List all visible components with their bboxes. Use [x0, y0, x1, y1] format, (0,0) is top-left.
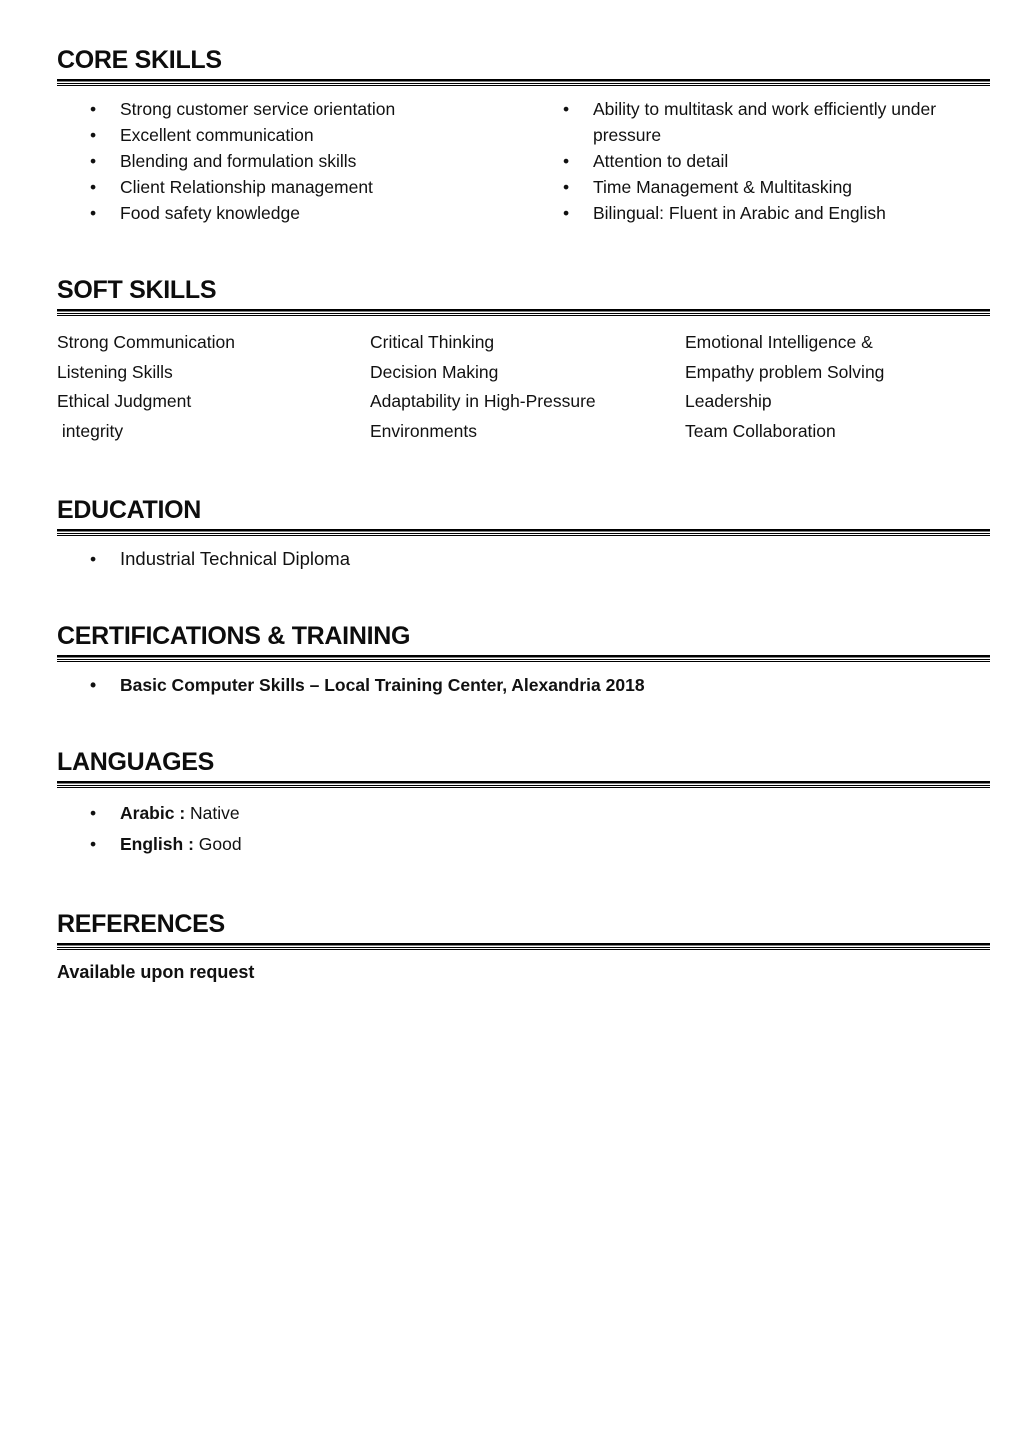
- list-item: [57, 798, 990, 829]
- section-certifications: [57, 622, 990, 698]
- soft-skill-line: Strong Communication: [57, 332, 235, 352]
- soft-skill-line: Emotional Intelligence &: [685, 332, 873, 352]
- section-languages: [57, 748, 990, 860]
- section-heading-core-skills: CORE SKILLS: [57, 46, 222, 74]
- list-item-text: Bilingual: Fluent in Arabic and English: [593, 203, 886, 223]
- list-item: [530, 174, 990, 200]
- languages-list: [57, 798, 990, 860]
- section-heading-soft-skills: SOFT SKILLS: [57, 276, 217, 304]
- heading-rule: [57, 309, 990, 316]
- core-skills-right-list: [530, 96, 990, 226]
- language-level: Good: [198, 834, 242, 854]
- bullet-icon: •: [563, 177, 570, 197]
- list-item: [57, 148, 530, 174]
- bullet-icon: •: [563, 151, 570, 171]
- language-level: Native: [190, 803, 240, 823]
- list-item: [57, 174, 530, 200]
- bullet-icon: •: [90, 177, 97, 197]
- list-item: [530, 148, 990, 174]
- list-item: [57, 122, 530, 148]
- list-item-text: Ability to multitask and work efficiently under pressure: [593, 99, 941, 145]
- heading-rule: [57, 529, 990, 536]
- language-name: Arabic: [120, 803, 175, 823]
- list-item-text: Excellent communication: [120, 125, 314, 145]
- soft-skill-line: integrity: [57, 420, 124, 441]
- list-item: [57, 96, 530, 122]
- list-item-text: Food safety knowledge: [120, 203, 300, 223]
- section-heading-languages: LANGUAGES: [57, 748, 215, 776]
- soft-skills-columns: [57, 328, 990, 446]
- bullet-icon: •: [90, 203, 97, 223]
- list-item: [530, 200, 990, 226]
- section-heading-education: EDUCATION: [57, 496, 202, 524]
- bullet-icon: •: [90, 125, 97, 145]
- soft-skills-column: [57, 328, 370, 446]
- list-item: [57, 829, 990, 860]
- bullet-icon: •: [563, 203, 570, 223]
- heading-rule: [57, 79, 990, 86]
- list-item-text: Blending and formulation skills: [120, 151, 357, 171]
- list-item: [57, 200, 530, 226]
- list-item: [57, 672, 990, 698]
- soft-skill-line: Adaptability in High-Pressure: [370, 391, 596, 411]
- section-soft-skills: [57, 276, 990, 446]
- bullet-icon: •: [90, 151, 97, 171]
- section-heading-certifications: CERTIFICATIONS & TRAINING: [57, 622, 411, 650]
- language-entry: [120, 829, 990, 860]
- heading-rule: [57, 781, 990, 788]
- bullet-icon: •: [90, 549, 97, 569]
- list-item-text: Time Management & Multitasking: [593, 177, 853, 197]
- soft-skill-line: Environments: [370, 420, 477, 441]
- bullet-icon: •: [90, 834, 97, 854]
- soft-skills-column: [370, 328, 685, 446]
- soft-skill-line: Leadership: [685, 391, 772, 411]
- core-skills-columns: [57, 86, 990, 226]
- heading-rule: [57, 943, 990, 950]
- soft-skill-line: Decision Making: [370, 361, 499, 382]
- bullet-icon: •: [563, 99, 570, 119]
- section-education: [57, 496, 990, 572]
- list-item-text: Basic Computer Skills – Local Training Center, Alexandria 2018: [120, 675, 645, 695]
- education-list: [57, 546, 990, 572]
- soft-skill-line: Team Collaboration: [685, 420, 836, 441]
- section-references: [57, 910, 990, 983]
- language-entry: [120, 798, 990, 829]
- certifications-list: [57, 672, 990, 698]
- bullet-icon: •: [90, 99, 97, 119]
- list-item-text: Industrial Technical Diploma: [120, 548, 350, 569]
- language-name: English: [120, 834, 184, 854]
- language-separator: :: [183, 834, 199, 854]
- section-heading-references: REFERENCES: [57, 910, 225, 938]
- bullet-icon: •: [90, 675, 97, 695]
- soft-skill-line: Listening Skills: [57, 361, 173, 382]
- list-item-text: Strong customer service orientation: [120, 99, 396, 119]
- section-core-skills: [57, 46, 990, 226]
- soft-skill-line: Empathy problem Solving: [685, 361, 885, 382]
- soft-skills-column: [685, 328, 990, 446]
- soft-skill-line: Ethical Judgment: [57, 391, 192, 411]
- list-item-text: Attention to detail: [593, 151, 729, 171]
- core-skills-left-list: [57, 96, 530, 226]
- heading-rule: [57, 655, 990, 662]
- references-note: Available upon request: [57, 962, 255, 982]
- list-item: [57, 546, 990, 572]
- list-item: [530, 96, 990, 148]
- list-item-text: Client Relationship management: [120, 177, 373, 197]
- soft-skill-line: Critical Thinking: [370, 332, 495, 352]
- language-separator: :: [174, 803, 191, 823]
- bullet-icon: •: [90, 803, 97, 823]
